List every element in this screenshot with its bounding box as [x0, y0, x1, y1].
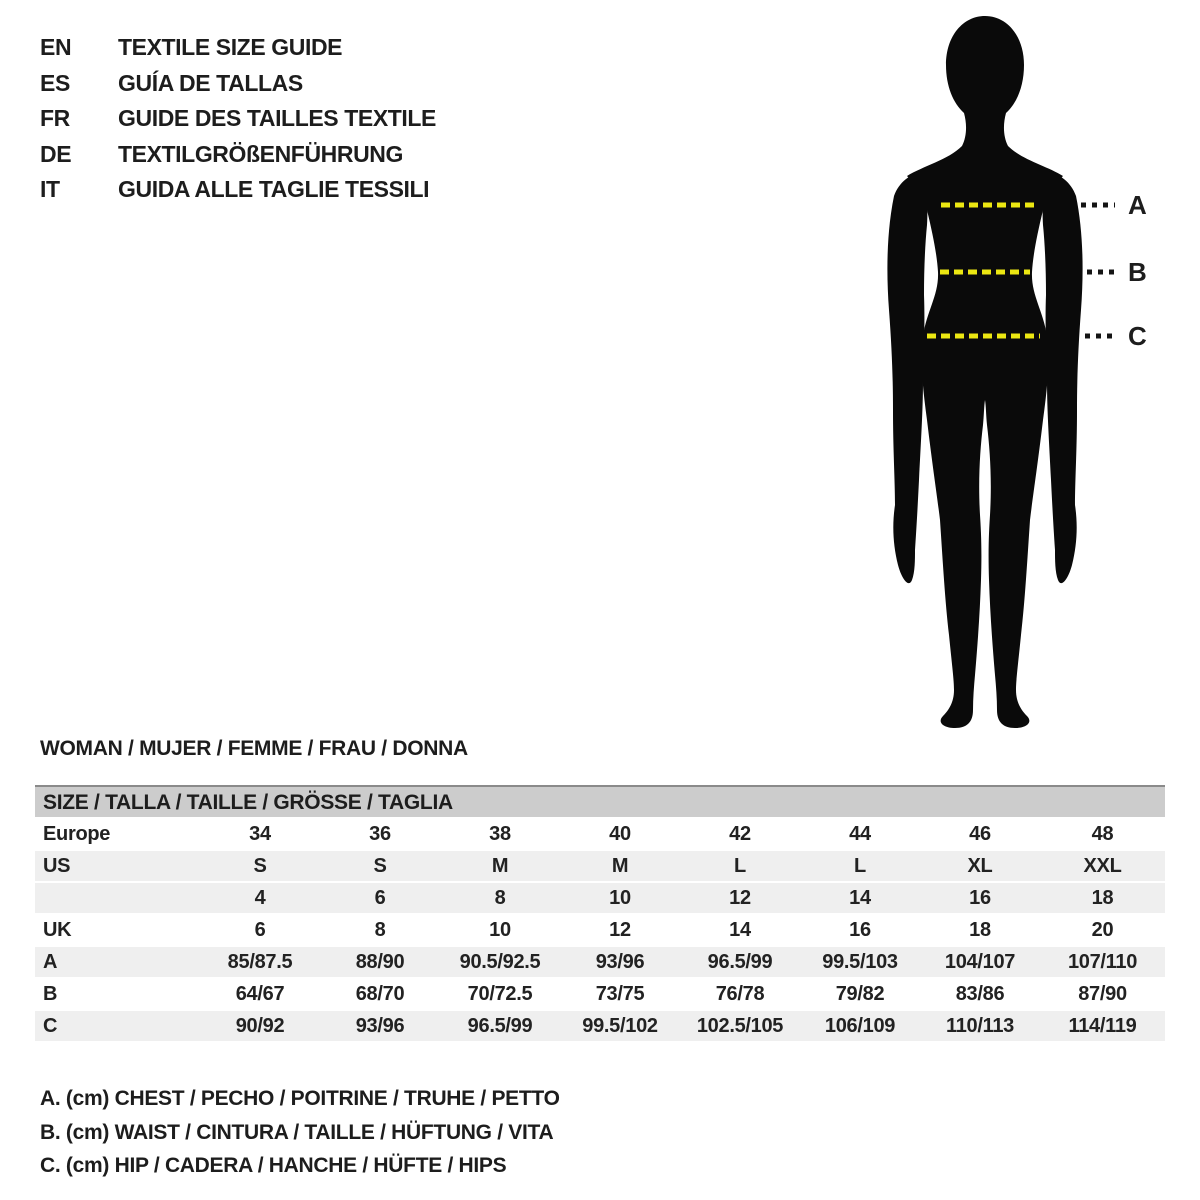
measurement-legend: [40, 1082, 560, 1183]
language-title: TEXTILGRÖßENFÜHRUNG: [118, 140, 403, 167]
size-cell: 48: [1040, 818, 1165, 850]
size-cell: 10: [440, 914, 560, 946]
legend-item-chest: A. (cm) CHEST / PECHO / POITRINE / TRUHE / PETTO: [40, 1087, 560, 1110]
size-cell: 96.5/99: [440, 1010, 560, 1041]
table-row-chest: [35, 946, 1165, 978]
language-row-it: [40, 172, 436, 208]
size-cell: 106/109: [800, 1010, 920, 1041]
chest-label: A: [1128, 190, 1147, 220]
size-cell: 76/78: [680, 978, 800, 1010]
legend-item-waist: B. (cm) WAIST / CINTURA / TAILLE / HÜFTUNG / VITA: [40, 1120, 554, 1144]
size-cell: 90.5/92.5: [440, 946, 560, 978]
size-cell: 104/107: [920, 946, 1040, 978]
size-cell: 16: [920, 882, 1040, 914]
size-cell: 68/70: [320, 978, 440, 1010]
size-cell: 85/87.5: [200, 946, 320, 978]
size-cell: 8: [440, 882, 560, 914]
size-cell: M: [440, 850, 560, 882]
language-code: IT: [40, 176, 60, 203]
size-cell: 46: [920, 818, 1040, 850]
size-cell: 99.5/103: [800, 946, 920, 978]
size-cell: 34: [200, 818, 320, 850]
size-cell: 18: [1040, 882, 1165, 914]
woman-silhouette: [907, 16, 1063, 728]
size-cell: L: [680, 850, 800, 882]
language-row-es: [40, 66, 436, 102]
size-cell: 96.5/99: [680, 946, 800, 978]
size-cell: 93/96: [320, 1010, 440, 1041]
row-label: Europe: [35, 818, 200, 850]
language-title: TEXTILE SIZE GUIDE: [118, 34, 343, 61]
size-cell: 110/113: [920, 1010, 1040, 1041]
size-cell: XXL: [1040, 850, 1165, 882]
row-label: A: [35, 946, 200, 978]
right-arm: [1043, 170, 1083, 583]
row-label: [35, 882, 200, 914]
table-row-hip: [35, 1010, 1165, 1041]
size-cell: 6: [320, 882, 440, 914]
size-cell: 102.5/105: [680, 1010, 800, 1041]
size-cell: 64/67: [200, 978, 320, 1010]
table-row-us-letter: [35, 850, 1165, 882]
size-cell: 38: [440, 818, 560, 850]
legend-item-hip: C. (cm) HIP / CADERA / HANCHE / HÜFTE / HIPS: [40, 1154, 507, 1177]
size-cell: 6: [200, 914, 320, 946]
size-cell: 4: [200, 882, 320, 914]
size-cell: S: [320, 850, 440, 882]
size-cell: 73/75: [560, 978, 680, 1010]
size-cell: M: [560, 850, 680, 882]
language-title: GUÍA DE TALLAS: [118, 69, 303, 96]
size-cell: 87/90: [1040, 978, 1165, 1010]
language-title: GUIDE DES TAILLES TEXTILE: [118, 105, 436, 132]
size-table: [35, 817, 1165, 1041]
size-cell: 14: [800, 882, 920, 914]
language-title: GUIDA ALLE TAGLIE TESSILI: [118, 176, 430, 203]
size-cell: 20: [1040, 914, 1165, 946]
size-cell: 88/90: [320, 946, 440, 978]
table-row-us-numeric: [35, 882, 1165, 914]
size-cell: 14: [680, 914, 800, 946]
size-cell: 107/110: [1040, 946, 1165, 978]
size-table-header: SIZE / TALLA / TAILLE / GRÖSSE / TAGLIA: [35, 785, 1165, 817]
size-cell: 18: [920, 914, 1040, 946]
size-cell: 79/82: [800, 978, 920, 1010]
language-code: DE: [40, 140, 72, 167]
size-cell: 83/86: [920, 978, 1040, 1010]
size-cell: 90/92: [200, 1010, 320, 1041]
language-code: FR: [40, 105, 70, 132]
left-arm: [887, 170, 927, 583]
size-cell: 114/119: [1040, 1010, 1165, 1041]
size-cell: 10: [560, 882, 680, 914]
size-cell: 40: [560, 818, 680, 850]
hip-label: C: [1128, 321, 1147, 351]
size-cell: 99.5/102: [560, 1010, 680, 1041]
row-label: UK: [35, 914, 200, 946]
size-cell: 70/72.5: [440, 978, 560, 1010]
language-list: [40, 30, 436, 208]
size-cell: 12: [560, 914, 680, 946]
language-code: EN: [40, 34, 72, 61]
row-label: B: [35, 978, 200, 1010]
table-row-waist: [35, 978, 1165, 1010]
language-row-de: [40, 137, 436, 173]
size-cell: 12: [680, 882, 800, 914]
language-row-en: [40, 30, 436, 66]
size-cell: 44: [800, 818, 920, 850]
size-cell: 42: [680, 818, 800, 850]
size-cell: 16: [800, 914, 920, 946]
row-label: C: [35, 1010, 200, 1041]
size-cell: XL: [920, 850, 1040, 882]
waist-label: B: [1128, 257, 1147, 287]
size-cell: 36: [320, 818, 440, 850]
category-title: WOMAN / MUJER / FEMME / FRAU / DONNA: [40, 737, 468, 760]
size-table-section: [35, 785, 1165, 1041]
size-cell: L: [800, 850, 920, 882]
table-row-europe: [35, 818, 1165, 850]
woman-silhouette-svg: [875, 10, 1135, 730]
table-row-uk: [35, 914, 1165, 946]
size-cell: S: [200, 850, 320, 882]
size-cell: 8: [320, 914, 440, 946]
figure-area: [875, 10, 1175, 735]
language-row-fr: [40, 101, 436, 137]
size-cell: 93/96: [560, 946, 680, 978]
row-label: US: [35, 850, 200, 882]
language-code: ES: [40, 69, 70, 96]
